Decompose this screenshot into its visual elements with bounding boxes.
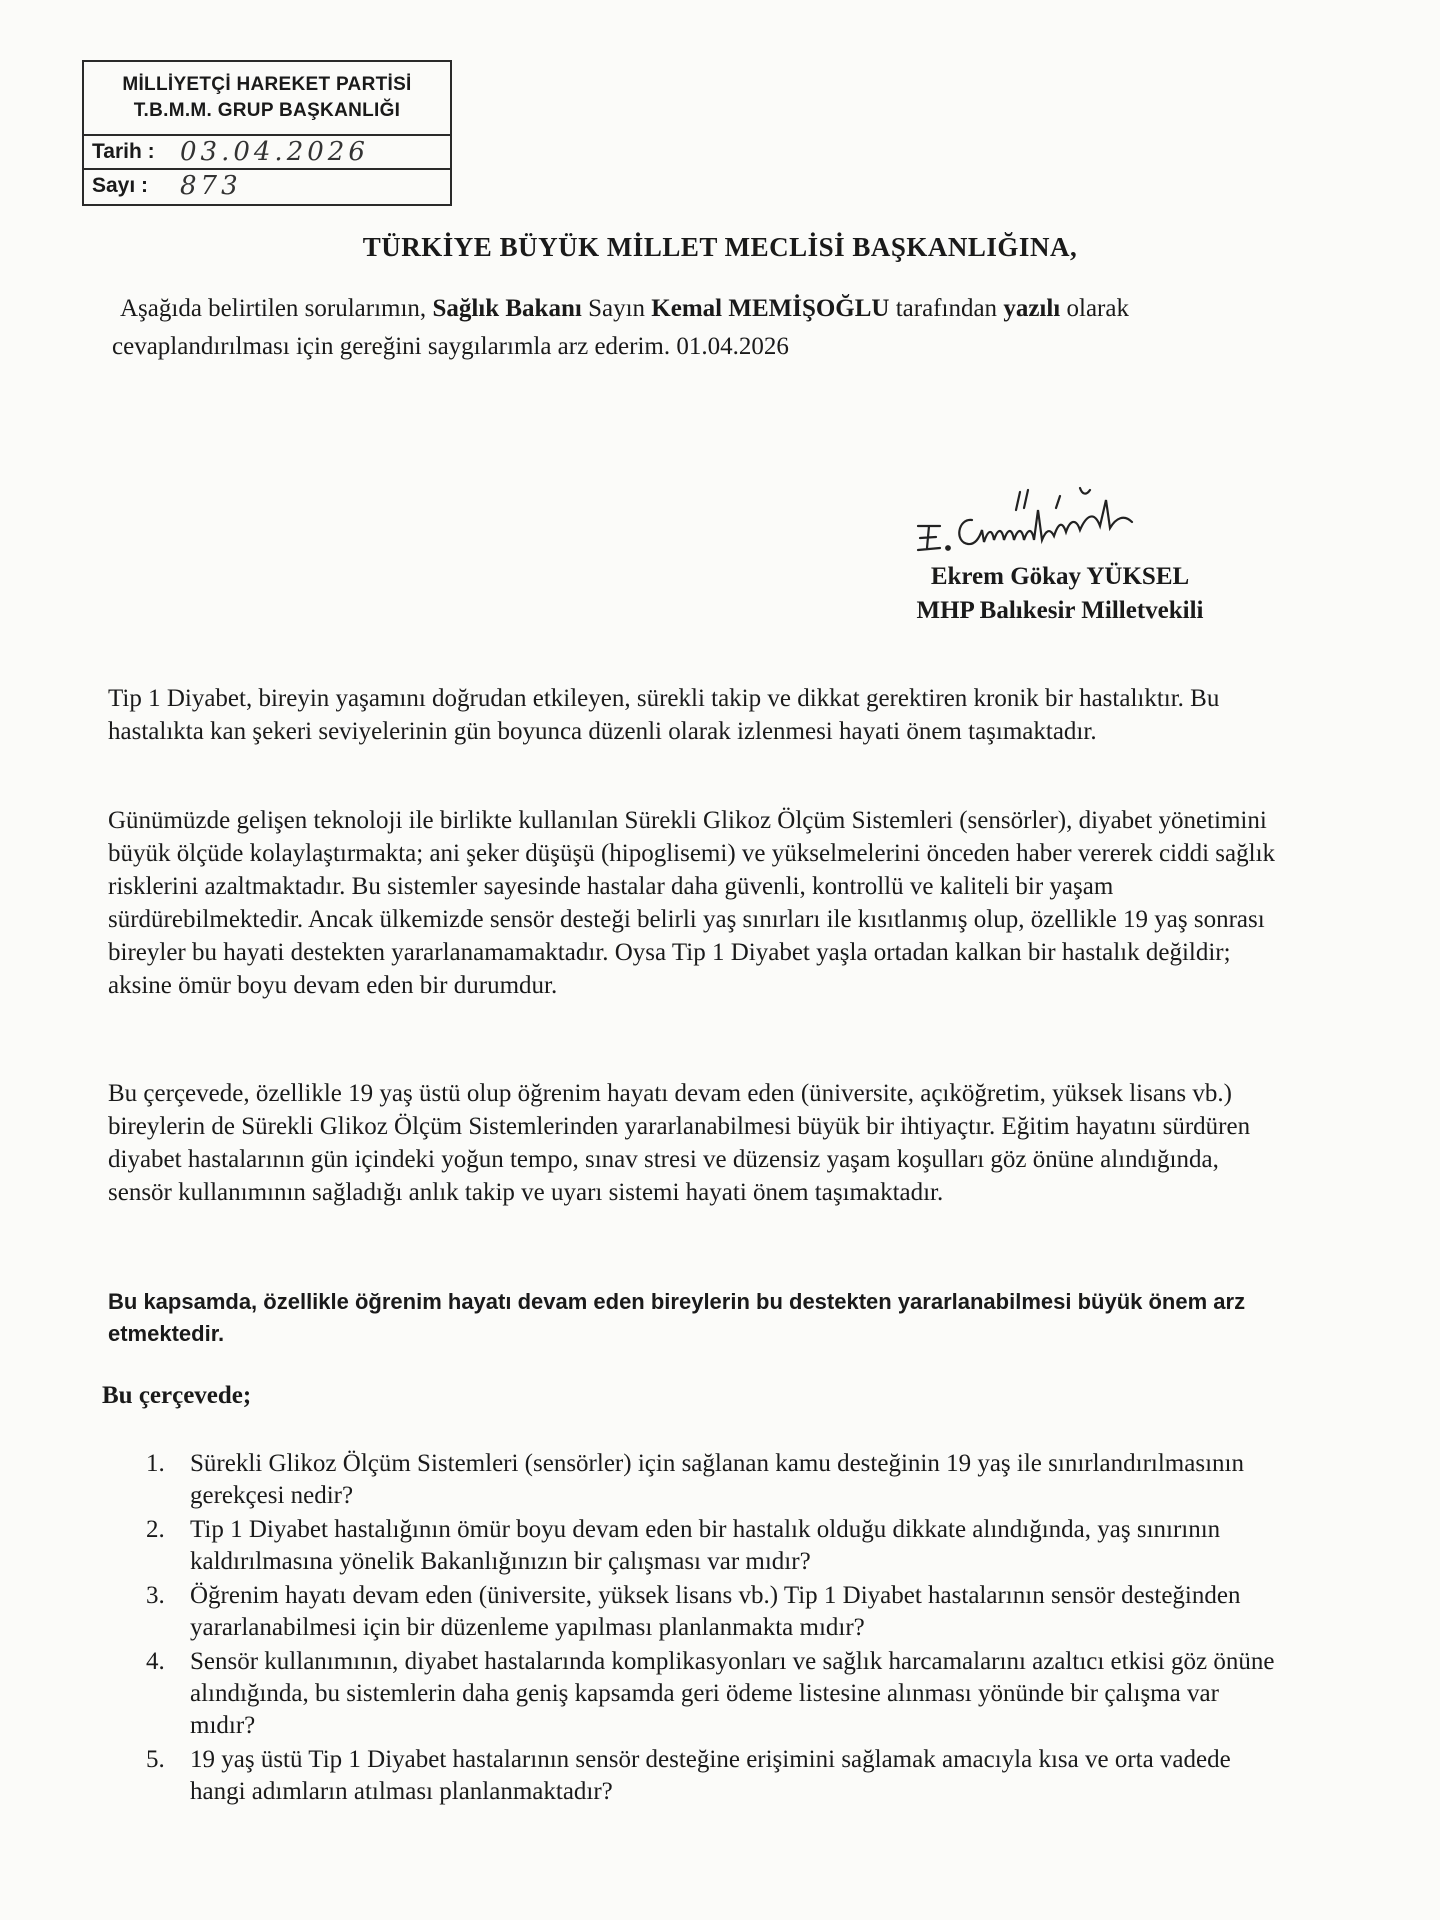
intro-part1: Aşağıda belirtilen sorularımın, — [120, 295, 427, 322]
question-text: 19 yaş üstü Tip 1 Diyabet hastalarının sensör desteğine erişimini sağlamak amacıyla kısa ve orta vadede hangi adımların atılması planlanmaktadır? — [190, 1746, 1231, 1805]
question-number: 3. — [146, 1582, 165, 1609]
stamp-number-value: 873 — [180, 171, 242, 201]
stamp-office-name: T.B.M.M. GRUP BAŞKANLIĞI — [133, 100, 401, 121]
question-number: 4. — [146, 1648, 165, 1675]
stamp-number-row — [84, 170, 450, 204]
stamp-header — [84, 62, 450, 136]
intro-paragraph — [112, 290, 1292, 366]
list-item — [146, 1514, 1286, 1578]
intro-part3: tarafından — [895, 295, 998, 322]
question-text: Öğrenim hayatı devam eden (üniversite, yüksek lisans vb.) Tip 1 Diyabet hastalarının sensör desteğinden yararlanabilmesi için bir düzenleme yapılması planlanmakta mıdır? — [190, 1582, 1241, 1641]
question-text: Tip 1 Diyabet hastalığının ömür boyu devam eden bir hastalık olduğu dikkate alındığında, yaş sınırının kaldırılmasına yönelik Bakanlığınızın bir çalışması var mıdır? — [190, 1516, 1221, 1575]
intro-written: yazılı — [1003, 295, 1061, 322]
body-paragraph-1: Tip 1 Diyabet, bireyin yaşamını doğrudan etkileyen, sürekli takip ve dikkat gerektiren kronik bir hastalıktır. Bu hastalıkta kan şekeri seviyelerinin gün boyunca düzenli olarak izlenmesi hayati önem taşımaktadır. — [108, 685, 1220, 745]
list-item — [146, 1744, 1286, 1808]
intro-minister-title: Sağlık Bakanı — [432, 295, 582, 322]
stamp-date-value: 03.04.2026 — [180, 137, 369, 167]
list-item — [146, 1448, 1286, 1512]
list-item — [146, 1646, 1286, 1742]
intro-minister-name: Kemal MEMİŞOĞLU — [651, 295, 890, 322]
signer-name: Ekrem Gökay YÜKSEL — [930, 563, 1190, 590]
questions-heading: Bu çerçevede; — [102, 1382, 252, 1409]
intro-part4: olarak cevaplandırılması için gereğini saygılarımla arz ederim. 01.04.2026 — [112, 295, 1129, 360]
signature-block — [850, 470, 1270, 628]
question-number: 2. — [146, 1516, 165, 1543]
signer-role: MHP Balıkesir Milletvekili — [916, 597, 1204, 624]
body-paragraph-4: Bu kapsamda, özellikle öğrenim hayatı devam eden bireylerin bu destekten yararlanabilmesi büyük önem arz etmektedir. — [108, 1289, 1246, 1346]
intro-part2: Sayın — [588, 295, 646, 322]
registry-stamp — [82, 60, 452, 206]
document-title: TÜRKİYE BÜYÜK MİLLET MECLİSİ BAŞKANLIĞINA, — [362, 232, 1078, 262]
body-paragraph-3: Bu çerçevede, özellikle 19 yaş üstü olup öğrenim hayatı devam eden (üniversite, açıköğretim, yüksek lisans vb.) bireylerin de Sürekli Glikoz Ölçüm Sistemlerinden yararlanabilmesi büyük bir ihtiyaçtır. Eğitim hayatını sürdüren diyabet hastalarının gün içindeki yoğun tempo, sınav stresi ve düzensiz yaşam koşulları göz önüne alındığında, sensör kullanımının sağladığı anlık takip ve uyarı sistemi hayati önem taşımaktadır. — [108, 1080, 1251, 1206]
question-text: Sensör kullanımının, diyabet hastalarında komplikasyonları ve sağlık harcamalarını azaltıcı etkisi göz önüne alındığında, bu sistemlerin daha geniş kapsamda geri ödeme listesine alınması yönünde bir çalışma var mıdır? — [190, 1648, 1275, 1739]
body-paragraph-2: Günümüzde gelişen teknoloji ile birlikte kullanılan Sürekli Glikoz Ölçüm Sistemleri (sensörler), diyabet yönetimini büyük ölçüde kolaylaştırmakta; ani şeker düşüşü (hipoglisemi) ve yükselmelerini önceden haber vererek ciddi sağlık risklerini azaltmaktadır. Bu sistemler sayesinde hastalar daha güvenli, kontrollü ve kaliteli bir yaşam sürdürebilmektedir. Ancak ülkemizde sensör desteği belirli yaş sınırları ile kısıtlanmış olup, özellikle 19 yaş sonrası bireyler bu hayati destekten yararlanamamaktadır. Oysa Tip 1 Diyabet yaşla ortadan kalkan bir hastalık değildir; aksine ömür boyu devam eden bir durumdur. — [108, 807, 1276, 999]
stamp-number-label: Sayı : — [92, 174, 149, 197]
list-item — [146, 1580, 1286, 1644]
stamp-date-label: Tarih : — [92, 140, 155, 163]
question-number: 5. — [146, 1746, 165, 1773]
questions-list — [146, 1448, 1286, 1810]
stamp-date-row — [84, 136, 450, 170]
question-number: 1. — [146, 1450, 165, 1477]
question-text: Sürekli Glikoz Ölçüm Sistemleri (sensörler) için sağlanan kamu desteğinin 19 yaş ile sınırlandırılmasının gerekçesi nedir? — [190, 1450, 1244, 1509]
handwritten-signature — [910, 470, 1150, 560]
stamp-party-name: MİLLİYETÇİ HAREKET PARTİSİ — [122, 74, 412, 95]
